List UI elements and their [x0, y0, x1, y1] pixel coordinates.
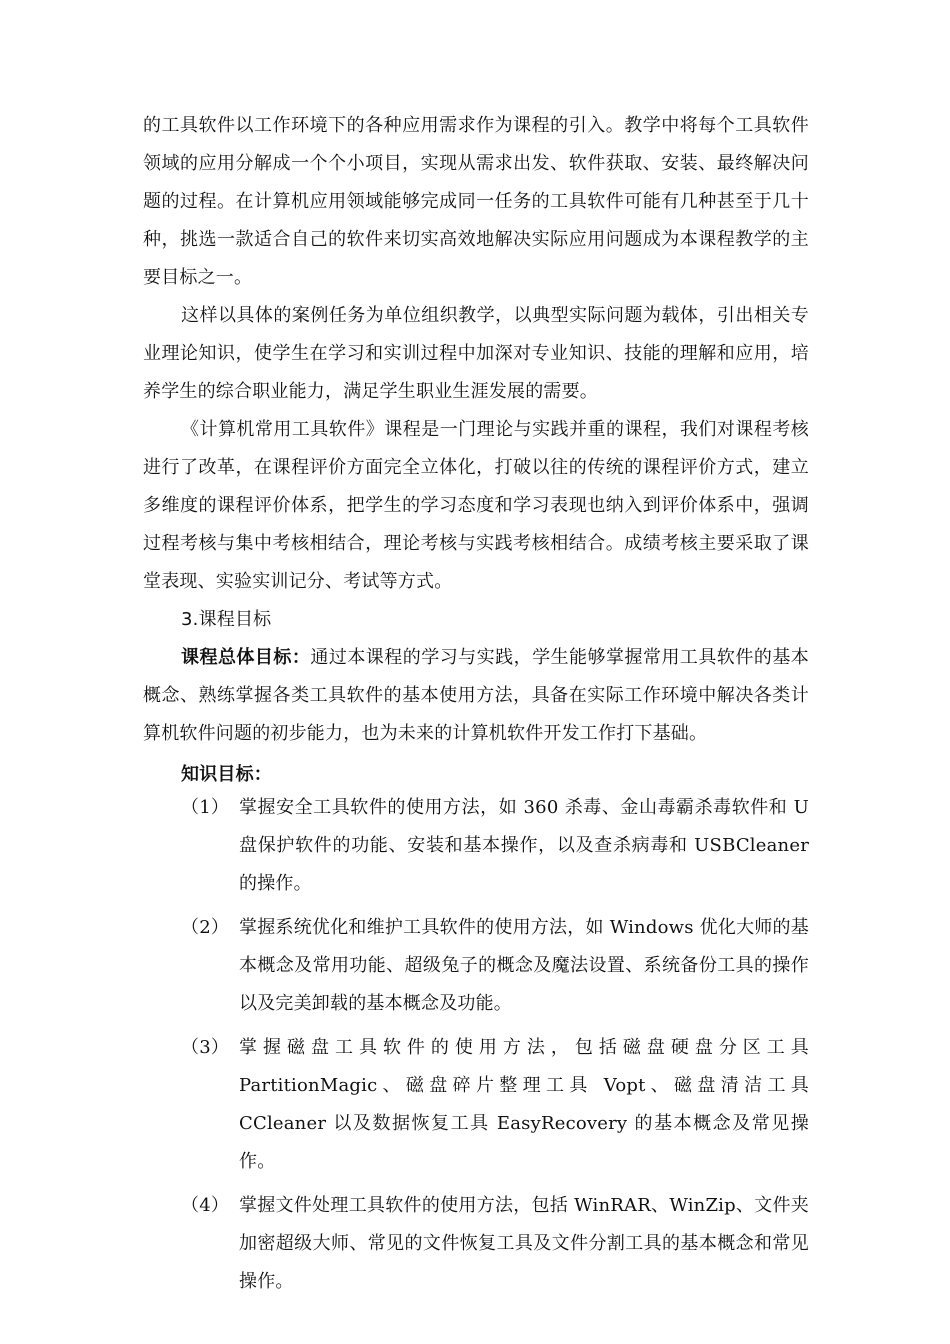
list-item-text: 掌握系统优化和维护工具软件的使用方法，如 Windows 优化大师的基本概念及常用功能、超级兔子的概念及魔法设置、系统备份工具的操作以及完美卸载的基本概念及功能。: [239, 917, 809, 1014]
list-item-text: 掌握文件处理工具软件的使用方法，包括 WinRAR、WinZip、文件夹加密超级大师、常见的文件恢复工具及文件分割工具的基本概念和常见操作。: [239, 1195, 809, 1292]
list-item-text: 掌握磁盘工具软件的使用方法，包括磁盘硬盘分区工具 PartitionMagic、磁盘碎片整理工具 Vopt、磁盘清洁工具 CCleaner 以及数据恢复工具 EasyRecovery 的基本概念及常见操作。: [239, 1037, 809, 1172]
list-item: [143, 909, 809, 1023]
paragraph-intro-continuation: 的工具软件以工作环境下的各种应用需求作为课程的引入。教学中将每个工具软件领域的应用分解成一个个小项目，实现从需求出发、软件获取、安装、最终解决问题的过程。在计算机应用领域能够完成同一任务的工具软件可能有几种甚至于几十种，挑选一款适合自己的软件来切实高效地解决实际应用问题成为本课程教学的主要目标之一。: [143, 115, 809, 288]
list-item-number: （4）: [181, 1195, 230, 1216]
list-item-number: （2）: [181, 917, 230, 938]
paragraph-case-teaching: 这样以具体的案例任务为单位组织教学，以典型实际问题为载体，引出相关专业理论知识，使学生在学习和实训过程中加深对专业知识、技能的理解和应用，培养学生的综合职业能力，满足学生职业生涯发展的需要。: [143, 305, 809, 402]
list-item-number: （1）: [181, 797, 230, 818]
overall-goal-label: 课程总体目标：: [181, 647, 311, 668]
paragraph-assessment-reform: 《计算机常用工具软件》课程是一门理论与实践并重的课程，我们对课程考核进行了改革，在课程评价方面完全立体化，打破以往的传统的课程评价方式，建立多维度的课程评价体系，把学生的学习态度和学习表现也纳入到评价体系中，强调过程考核与集中考核相结合，理论考核与实践考核相结合。成绩考核主要采取了课堂表现、实验实训记分、考试等方式。: [143, 419, 809, 592]
document-body: [143, 107, 809, 1307]
paragraph-overall-goal: [143, 639, 809, 753]
list-item-number: （3）: [181, 1037, 230, 1058]
knowledge-goals-label: 知识目标：: [181, 764, 272, 785]
list-item: [143, 1029, 809, 1181]
list-item-text: 掌握安全工具软件的使用方法，如 360 杀毒、金山毒霸杀毒软件和 U 盘保护软件的功能、安装和基本操作，以及查杀病毒和 USBCleaner 的操作。: [239, 797, 809, 894]
overall-goal-text: 通过本课程的学习与实践，学生能够掌握常用工具软件的基本概念、熟练掌握各类工具软件的基本使用方法，具备在实际工作环境中解决各类计算机软件问题的初步能力，也为未来的计算机软件开发工作打下基础。: [143, 647, 809, 744]
section-heading-course-goals: 3.课程目标: [181, 609, 272, 630]
list-item: [143, 789, 809, 903]
list-item: [143, 1187, 809, 1301]
